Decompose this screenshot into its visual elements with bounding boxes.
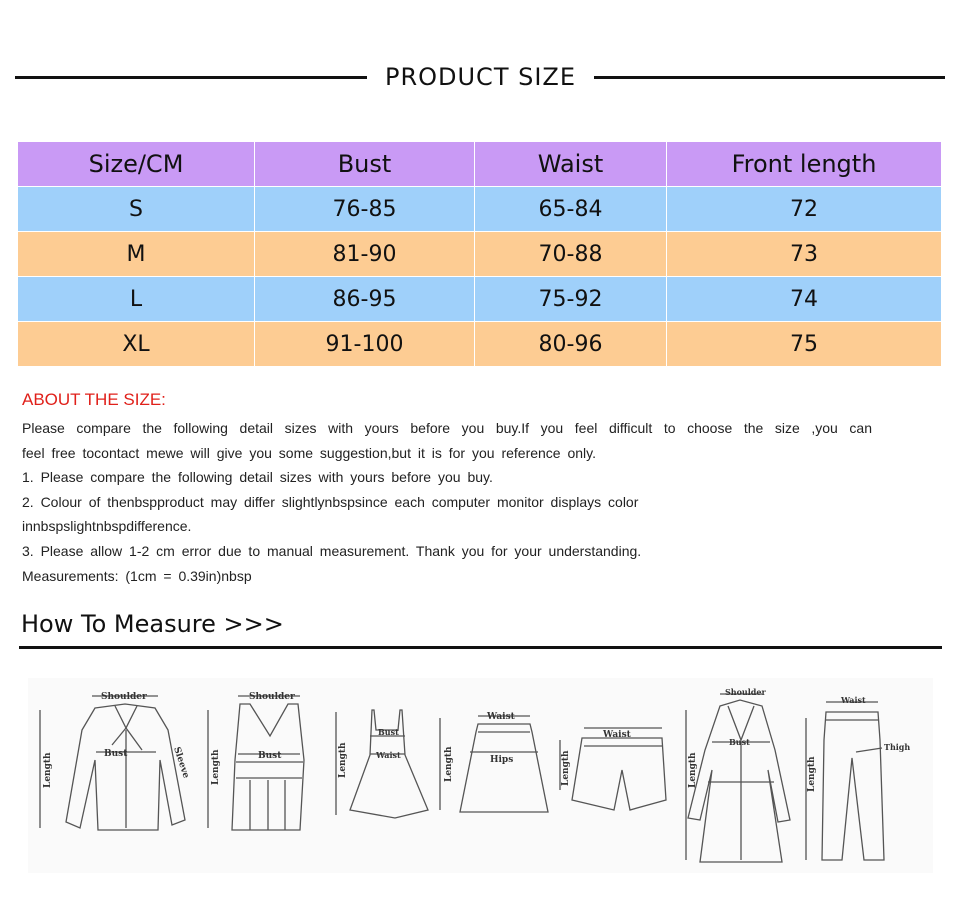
cell-bust: 76-85	[255, 187, 475, 232]
table-row	[18, 322, 942, 367]
cell-front-length: 73	[667, 232, 942, 277]
page-title: PRODUCT SIZE	[384, 63, 577, 91]
label-bust: Bust	[258, 751, 282, 761]
cell-waist: 70-88	[475, 232, 667, 277]
about-line: innbspslightnbspdifference.	[22, 518, 192, 535]
label-bust: Bust	[729, 737, 750, 747]
label-waist: Waist	[487, 712, 515, 722]
table-row	[18, 232, 942, 277]
label-shoulder: Shoulder	[249, 692, 295, 702]
label-length: Length	[211, 749, 221, 785]
title-rule-left	[15, 76, 367, 79]
label-length: Length	[561, 750, 571, 786]
cell-bust: 91-100	[255, 322, 475, 367]
label-length: Length	[444, 746, 454, 782]
how-to-measure-heading: How To Measure >>>	[21, 610, 284, 638]
label-bust: Bust	[104, 749, 128, 759]
about-line: 1. Please compare the following detail sizes with yours before you buy.	[22, 469, 493, 486]
label-waist: Waist	[603, 730, 631, 740]
about-line: Please compare the following detail sizes with yours before you buy.If you feel difficult to choose the size ,you can	[22, 420, 872, 436]
cell-front-length: 75	[667, 322, 942, 367]
label-sleeve: Sleeve	[171, 745, 191, 780]
cell-size: L	[18, 277, 255, 322]
label-shoulder: Shoulder	[101, 692, 147, 702]
about-line: 3. Please allow 1-2 cm error due to manual measurement. Thank you for your understanding.	[22, 542, 642, 559]
label-thigh: Thigh	[884, 742, 911, 752]
label-length: Length	[43, 752, 53, 788]
label-length: Length	[338, 742, 348, 778]
cell-bust: 81-90	[255, 232, 475, 277]
about-size-section	[22, 390, 872, 588]
about-heading: ABOUT THE SIZE:	[22, 390, 166, 409]
cell-size: M	[18, 232, 255, 277]
cell-size: S	[18, 187, 255, 232]
about-line: 2. Colour of thenbspproduct may differ slightlynbspsince each computer monitor displays color	[22, 493, 639, 510]
table-row	[18, 187, 942, 232]
size-table	[17, 141, 942, 367]
label-hips: Hips	[490, 755, 514, 765]
header-size: Size/CM	[18, 142, 255, 187]
label-length: Length	[688, 752, 698, 788]
label-length: Length	[807, 756, 817, 792]
cell-front-length: 72	[667, 187, 942, 232]
cell-waist: 80-96	[475, 322, 667, 367]
cell-front-length: 74	[667, 277, 942, 322]
label-waist: Waist	[841, 695, 866, 705]
garment-sketches	[0, 670, 960, 880]
table-row	[18, 277, 942, 322]
size-table-header	[18, 142, 942, 187]
title-rule-right	[594, 76, 945, 79]
about-line: feel free tocontact mewe will give you some suggestion,but it is for you reference only.	[22, 444, 597, 461]
cell-waist: 75-92	[475, 277, 667, 322]
product-size-title-row	[0, 60, 960, 100]
header-front-length: Front length	[667, 142, 942, 187]
measurement-diagrams	[0, 670, 960, 880]
header-bust: Bust	[255, 142, 475, 187]
cell-bust: 86-95	[255, 277, 475, 322]
label-waist: Waist	[376, 750, 401, 760]
cell-waist: 65-84	[475, 187, 667, 232]
about-line: Measurements: (1cm = 0.39in)nbsp	[22, 567, 252, 584]
label-bust: Bust	[378, 727, 399, 737]
header-waist: Waist	[475, 142, 667, 187]
cell-size: XL	[18, 322, 255, 367]
how-to-measure-rule	[19, 646, 942, 649]
label-shoulder: Shoulder	[725, 687, 766, 697]
